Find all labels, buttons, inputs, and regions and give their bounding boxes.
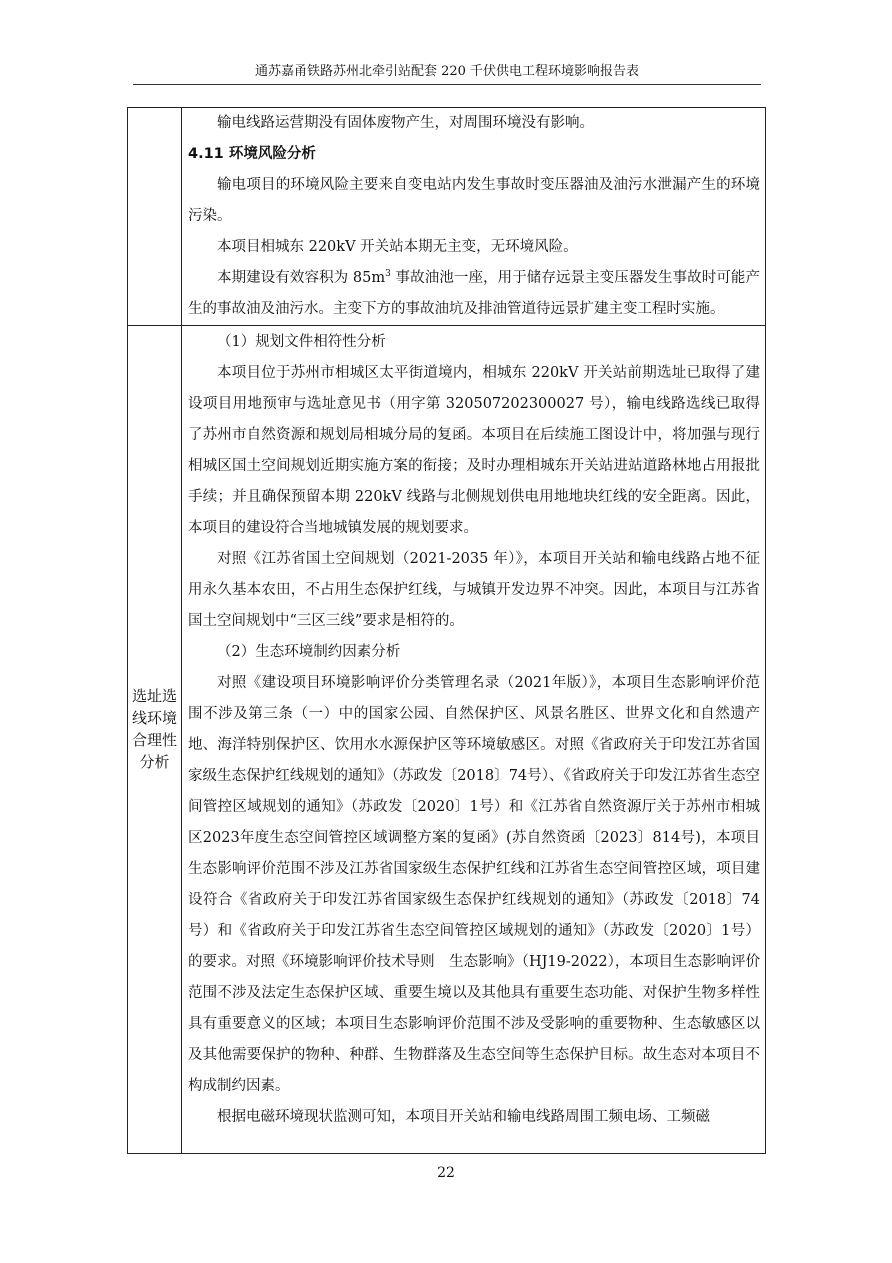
- solid-waste-paragraph: 输电线路运营期没有固体废物产生，对周围环境没有影响。: [217, 115, 594, 131]
- risk-source-paragraph: 输电项目的环境风险主要来自变电站内发生事故时变压器油及油污水泄漏产生的环境污染。: [188, 177, 760, 224]
- risk-section-cell: [188, 108, 760, 325]
- no-risk-paragraph: 本项目相城东 220kV 开关站本期无主变，无环境风险。: [217, 239, 578, 255]
- column-divider: [181, 108, 182, 1153]
- oil-pool-text-b: 事故油池一座，用于储存远景主变压器发生事故时可能产生的事故油及油污水。主变下方的事故油坑及排油管道待远景扩建主变工程时实施。: [188, 270, 760, 317]
- oil-pool-paragraph: [188, 263, 760, 325]
- siting-row-label: 选址选线环境合理性分析: [131, 687, 177, 771]
- oil-pool-text-a: 本期建设有效容积为 85m: [217, 270, 386, 286]
- ecology-subheading: （2）生态环境制约因素分析: [217, 644, 401, 660]
- page-header: 通苏嘉甬铁路苏州北牵引站配套 220 千伏供电工程环境影响报告表: [254, 64, 640, 79]
- row-divider: [128, 325, 765, 326]
- planning-paragraph: 本项目位于苏州市相城区太平街道境内，相城东 220kV 开关站前期选址已取得了建设项目用地预审与选址意见书（用字第 320507202300027 号），输电线路选线已取得了苏州市自然资源和规划局相城分局的复函。本项目在后续施工图设计中，将加强与现行相城区国土空间规划近期实施方案的衔接；及时办理相城东开关站进站道路林地占用报批手续；并且确保预留本期 220kV 线路与北侧规划供电用地地块红线的安全距离。因此，本项目的建设符合当地城镇发展的规划要求。: [188, 365, 760, 536]
- ecology-paragraph: 对照《建设项目环境影响评价分类管理名录（2021年版）》，本项目生态影响评价范围不涉及第三条（一）中的国家公园、自然保护区、风景名胜区、世界文化和自然遗产地、海洋特别保护区、饮用水水源保护区等环境敏感区。对照《省政府关于印发江苏省国家级生态保护红线规划的通知》（苏政发〔2018〕74号）、《省政府关于印发江苏省生态空间管控区域规划的通知》（苏政发〔2020〕1号）和《江苏省自然资源厅关于苏州市相城区2023年度生态空间管控区域调整方案的复函》(苏自然资函〔2023〕814号)，本项目生态影响评价范围不涉及江苏省国家级生态保护红线和江苏省生态空间管控区域，项目建设符合《省政府关于印发江苏省国家级生态保护红线规划的通知》（苏政发〔2018〕74号）和《省政府关于印发江苏省生态空间管控区域规划的通知》（苏政发〔2020〕1号）的要求。对照《环境影响评价技术导则 生态影响》（HJ19-2022），本项目生态影响评价范围不涉及法定生态保护区域、重要生境以及其他具有重要生态功能、对保护生物多样性具有重要意义的区域；本项目生态影响评价范围不涉及受影响的重要物种、生态敏感区以及其他需要保护的物种、种群、生物群落及生态空间等生态保护目标。故生态对本项目不构成制约因素。: [188, 675, 760, 1094]
- siting-section-cell: [188, 327, 760, 1133]
- header-rule: [133, 84, 761, 85]
- planning-subheading: （1）规划文件相符性分析: [217, 334, 386, 350]
- em-monitoring-paragraph: 根据电磁环境现状监测可知，本项目开关站和输电线路周围工频电场、工频磁: [217, 1109, 710, 1125]
- spatial-plan-paragraph: 对照《江苏省国土空间规划（2021-2035 年）》，本项目开关站和输电线路占地不征用永久基本农田，不占用生态保护红线，与城镇开发边界不冲突。因此，本项目与江苏省国土空间规划中“三区三线”要求是相符的。: [188, 551, 760, 629]
- page-number: 22: [437, 1165, 455, 1181]
- report-table: [127, 107, 766, 1154]
- cubic-superscript: 3: [385, 269, 391, 280]
- risk-heading: 4.11 环境风险分析: [188, 146, 316, 162]
